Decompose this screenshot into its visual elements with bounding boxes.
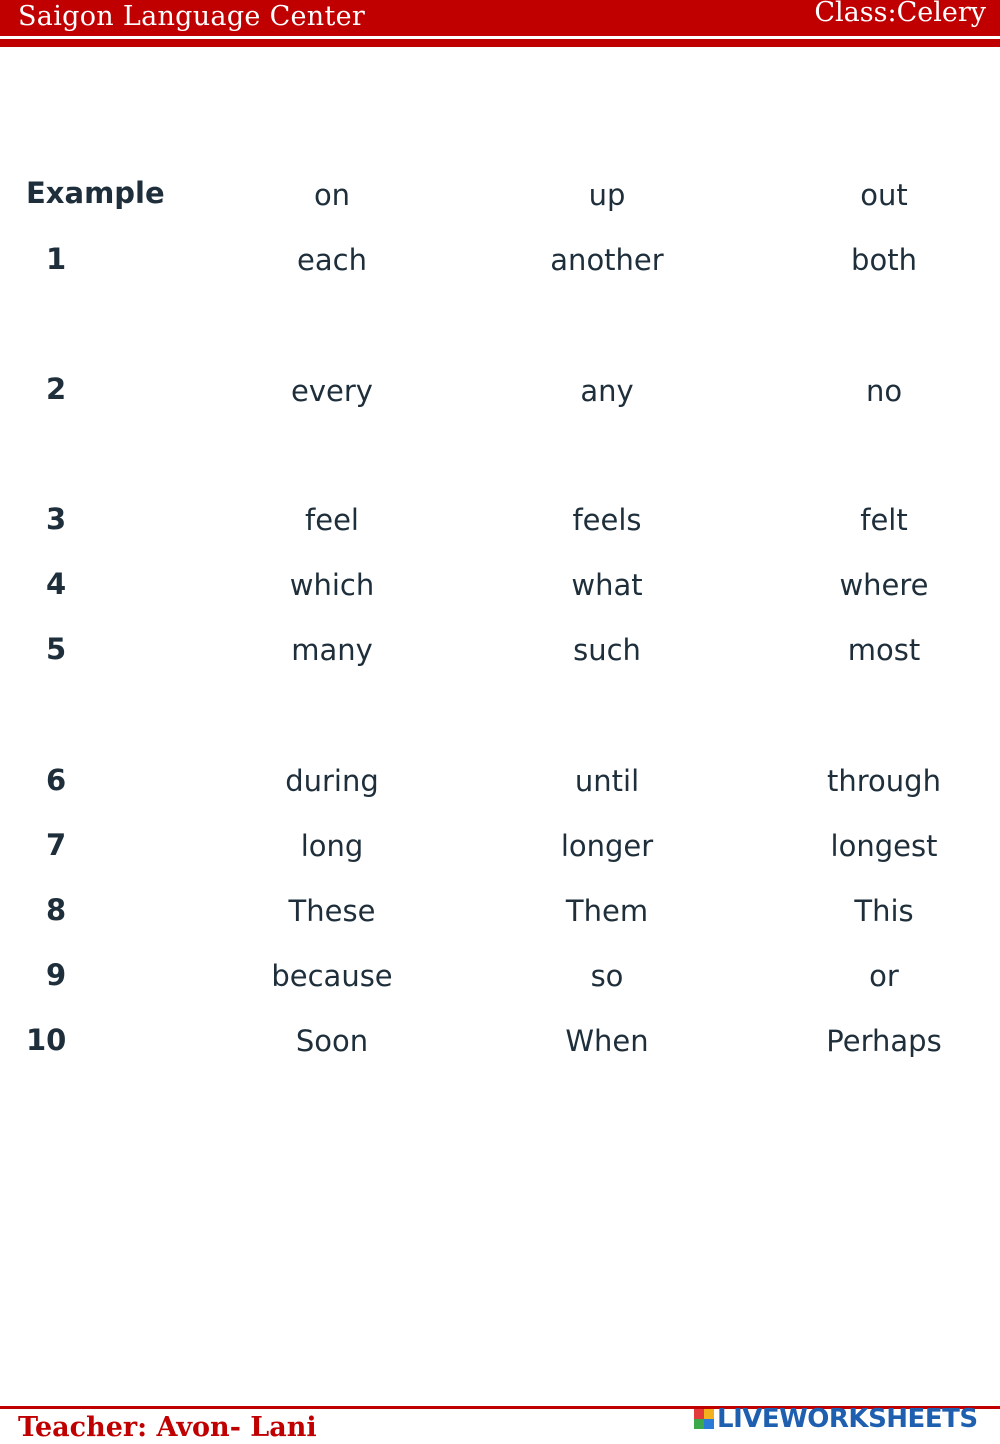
brand-logo[interactable] (694, 1404, 978, 1434)
word-cell: When (565, 1024, 649, 1058)
word-cell: what (571, 568, 643, 602)
word-cell: because (271, 959, 393, 993)
row-label: 7 (46, 828, 67, 862)
row-label: 2 (46, 372, 67, 406)
word-cell: out (860, 178, 908, 212)
teacher-name: Teacher: Avon- Lani (18, 1412, 317, 1443)
word-cell: until (574, 764, 640, 798)
word-cell: longest (830, 829, 938, 863)
word-cell: long (300, 829, 364, 863)
school-name: Saigon Language Center (18, 1, 366, 32)
row-label: 6 (46, 763, 67, 797)
word-cell: during (285, 764, 379, 798)
word-cell: through (827, 764, 941, 798)
word-cell: Soon (295, 1024, 369, 1058)
header-divider (0, 39, 1000, 47)
word-cell: most (847, 633, 921, 667)
word-cell: every (291, 374, 373, 408)
word-cell: many (291, 633, 373, 667)
word-cell: both (851, 243, 917, 277)
class-label: Class:Celery (814, 0, 986, 28)
word-cell: This (854, 894, 914, 928)
word-cell: where (839, 568, 929, 602)
row-label: 10 (26, 1023, 67, 1057)
word-cell: such (573, 633, 641, 667)
liveworksheets-logo-icon (694, 1409, 714, 1429)
row-label: 4 (46, 567, 67, 601)
row-label: 3 (46, 502, 67, 536)
word-cell: another (550, 243, 664, 277)
word-cell: feel (305, 503, 359, 537)
row-label: 5 (46, 632, 67, 666)
word-cell: so (590, 959, 624, 993)
row-label: 1 (46, 242, 67, 276)
word-cell: no (865, 374, 903, 408)
word-cell: each (297, 243, 367, 277)
word-cell: Perhaps (826, 1024, 942, 1058)
row-label: 8 (46, 893, 67, 927)
word-cell: feels (572, 503, 642, 537)
word-cell: longer (560, 829, 654, 863)
word-cell: felt (860, 503, 908, 537)
word-cell: any (580, 374, 634, 408)
word-cell: up (588, 178, 626, 212)
word-cell: on (313, 178, 351, 212)
row-label: 9 (46, 958, 67, 992)
row-label: Example (26, 176, 165, 210)
word-cell: which (289, 568, 375, 602)
brand-name: LIVEWORKSHEETS (717, 1404, 978, 1434)
word-cell: Them (565, 894, 649, 928)
word-cell: These (288, 894, 376, 928)
word-cell: or (869, 959, 899, 993)
